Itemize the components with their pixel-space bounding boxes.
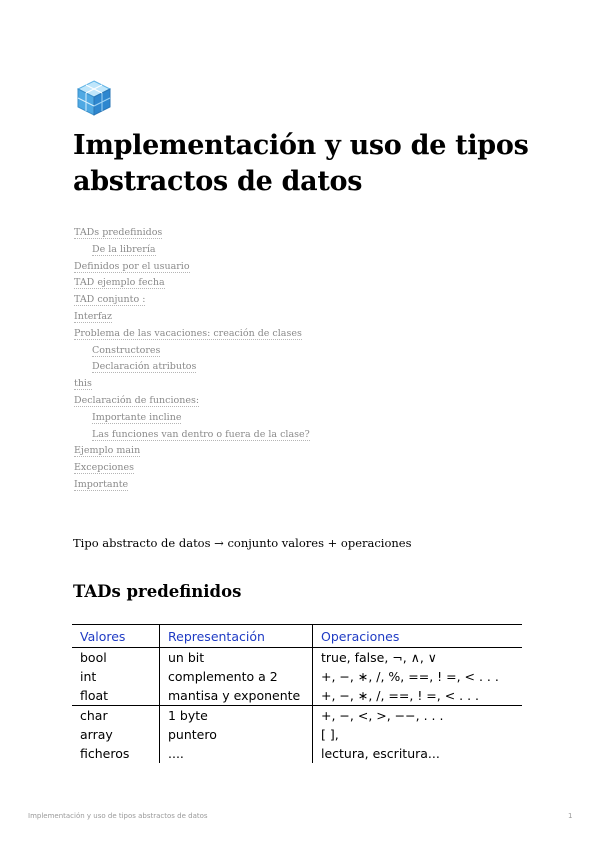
table-cell: 1 byte [160, 706, 313, 726]
toc-link[interactable]: Excepciones [74, 462, 135, 474]
table-cell: un bit [160, 648, 313, 668]
column-header: Operaciones [313, 625, 523, 648]
toc-link[interactable]: Importante incline [92, 411, 182, 423]
toc-link[interactable]: Definidos por el usuario [74, 260, 190, 272]
table-row [72, 744, 522, 763]
table-cell: +, −, ∗, /, ==, ! =, < . . . [321, 688, 480, 703]
toc-link[interactable]: Declaración atributos [92, 361, 197, 373]
toc-link[interactable]: Constructores [92, 344, 161, 356]
blue-cube-logo-icon [74, 78, 114, 118]
toc-link[interactable]: Las funciones van dentro o fuera de la clase? [92, 428, 310, 440]
toc-link[interactable]: Ejemplo main [74, 445, 141, 457]
table-cell: ficheros [72, 744, 160, 763]
table-row [72, 725, 522, 744]
table-cell: char [72, 706, 160, 726]
intro-text: Tipo abstracto de datos → conjunto valores + operaciones [73, 535, 412, 550]
table-row [72, 706, 522, 726]
table-cell: mantisa y exponente [160, 686, 313, 706]
page-title: Implementación y uso de tipos abstractos de datos [73, 130, 529, 197]
tads-table [72, 624, 522, 763]
toc-link[interactable]: Declaración de funciones: [74, 394, 200, 406]
table-cell: .... [160, 744, 313, 763]
table-cell: complemento a 2 [160, 667, 313, 686]
column-header: Representación [160, 625, 313, 648]
table-row [72, 686, 522, 706]
toc-link[interactable]: TADs predefinidos [74, 227, 163, 238]
table-cell: array [72, 725, 160, 744]
table-cell: [ ], [321, 727, 339, 742]
table-header-row [72, 625, 522, 648]
page-number: 1 [568, 812, 573, 820]
column-header: Valores [72, 625, 160, 648]
toc-link[interactable]: Importante [74, 478, 129, 490]
toc-link[interactable]: TAD ejemplo fecha [74, 277, 165, 289]
table-cell: true, false, ¬, ∧, ∨ [321, 650, 437, 665]
section-heading: TADs predefinidos [73, 582, 242, 601]
toc-link[interactable]: Interfaz [74, 310, 113, 322]
table-cell: +, −, <, >, −−, . . . [313, 706, 523, 726]
table-cell: int [72, 667, 160, 686]
toc-link[interactable]: this [74, 378, 92, 390]
table-cell: bool [72, 648, 160, 668]
table-cell: float [72, 686, 160, 706]
toc-link[interactable]: Problema de las vacaciones: creación de clases [74, 327, 302, 339]
table-cell: puntero [160, 725, 313, 744]
toc-link[interactable]: TAD conjunto : [74, 294, 146, 306]
table-row [72, 667, 522, 686]
table-cell: lectura, escritura... [321, 746, 440, 761]
table-cell: +, −, ∗, /, %, ==, ! =, < . . . [321, 669, 499, 684]
table-of-contents [74, 225, 474, 494]
toc-link[interactable]: De la librería [92, 243, 156, 255]
page-footer: Implementación y uso de tipos abstractos de datos [28, 812, 208, 820]
table-row [72, 648, 522, 668]
